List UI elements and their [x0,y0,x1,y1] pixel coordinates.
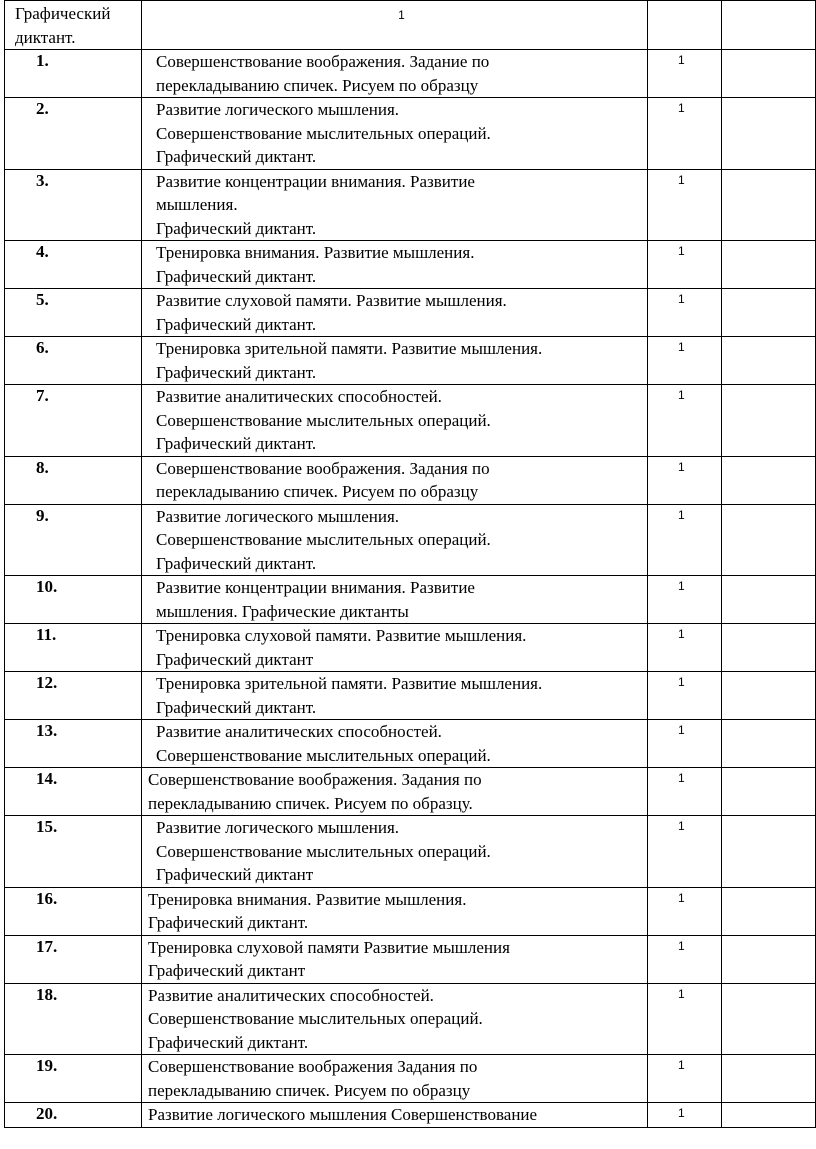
topic-line: Тренировка внимания. Развитие мышления. [156,243,475,262]
row-number [5,241,142,289]
row-number [5,983,142,1055]
topic-line: Графический диктант [148,961,306,980]
topic-line: Графический диктант. [156,218,317,238]
header-row [5,1,816,50]
topic-line: Развитие логического мышления Совершенствование [148,1105,538,1124]
row-notes [722,241,816,289]
row-number [5,576,142,624]
table-row [5,1055,816,1103]
row-hours: 1 [648,337,722,385]
row-topic [142,887,648,935]
row-number-text: 10. [36,577,58,596]
row-hours: 1 [648,169,722,241]
topic-line: Тренировка слуховой памяти. Развитие мышления. [156,626,527,645]
table-row [5,720,816,768]
row-number-text: 4. [36,242,49,261]
row-hours: 1 [648,983,722,1055]
row-hours: 1 [648,504,722,576]
table-row [5,887,816,935]
row-topic [142,385,648,457]
topic-line: перекладыванию спичек. Рисуем по образцу [148,1080,471,1100]
row-number [5,98,142,170]
row-hours: 1 [648,624,722,672]
row-number [5,816,142,888]
topic-line: Развитие слуховой памяти. Развитие мышления. [156,291,507,310]
table-row [5,935,816,983]
topic-line: мышления. [156,195,238,214]
topic-line: Развитие концентрации внимания. Развитие [156,578,475,597]
topic-line: Совершенствование воображения. Задание по [156,52,490,71]
row-number [5,768,142,816]
table-row [5,241,816,289]
topic-line: Графический диктант. [156,314,317,334]
row-number [5,935,142,983]
row-number [5,50,142,98]
row-notes [722,720,816,768]
row-number [5,504,142,576]
topic-line: перекладыванию спичек. Рисуем по образцу [156,482,479,501]
row-notes [722,50,816,98]
topic-line: Развитие логического мышления. [156,100,400,119]
row-hours: 1 [648,816,722,888]
row-number-text: 17. [36,936,58,956]
row-number [5,456,142,504]
row-notes [722,935,816,983]
table-row [5,816,816,888]
topic-line: Тренировка зрительной памяти. Развитие мышления. [156,339,543,358]
table-row [5,337,816,385]
table-row [5,768,816,816]
topic-line: Графический диктант. [156,362,317,382]
row-notes [722,1055,816,1103]
row-number [5,337,142,385]
row-hours: 1 [648,935,722,983]
table-row [5,169,816,241]
row-hours: 1 [648,241,722,289]
row-topic [142,1055,648,1103]
row-hours: 1 [648,672,722,720]
topic-line: Графический диктант. [156,553,317,573]
header-cell-count: 1 [142,1,648,50]
topic-line: Совершенствование мыслительных операций. [156,530,491,549]
row-notes [722,98,816,170]
row-hours: 1 [648,289,722,337]
row-notes [722,385,816,457]
topic-line: Развитие логического мышления. [156,818,400,837]
topic-line: Совершенствование мыслительных операций. [156,123,491,143]
topic-line: Совершенствование мыслительных операций. [156,745,491,765]
table-row [5,385,816,457]
topic-line: Тренировка зрительной памяти. Развитие мышления. [156,674,543,693]
row-hours: 1 [648,385,722,457]
row-hours: 1 [648,1055,722,1103]
row-number-text: 16. [36,888,58,908]
row-hours: 1 [648,576,722,624]
row-notes [722,768,816,816]
row-number-text: 2. [36,99,49,118]
table-row [5,1103,816,1128]
row-number-text: 7. [36,386,49,405]
topic-line: Графический диктант. [148,913,309,932]
row-topic [142,624,648,672]
topic-line: мышления. Графические диктанты [156,601,409,621]
row-number [5,1103,142,1128]
topic-line: Развитие аналитических способностей. [148,985,434,1005]
row-hours: 1 [648,1103,722,1128]
row-number-text: 13. [36,721,58,740]
row-number-text: 20. [36,1104,58,1123]
topic-line: Совершенствование мыслительных операций. [148,1009,483,1028]
table-row [5,504,816,576]
table-row [5,983,816,1055]
row-hours: 1 [648,768,722,816]
topic-line: Графический диктант. [156,697,317,717]
row-number-text: 12. [36,673,58,692]
row-topic [142,720,648,768]
topic-line: Развитие логического мышления. [156,506,400,526]
row-notes [722,672,816,720]
row-number [5,289,142,337]
row-topic [142,768,648,816]
row-topic [142,456,648,504]
row-notes [722,504,816,576]
row-number-text: 18. [36,984,58,1004]
row-topic [142,289,648,337]
row-number [5,385,142,457]
row-number-text: 3. [36,170,49,190]
topic-line: Развитие аналитических способностей. [156,722,442,741]
table-row [5,50,816,98]
row-topic [142,504,648,576]
row-number [5,720,142,768]
row-number-text: 1. [36,51,49,70]
row-topic [142,672,648,720]
row-notes [722,456,816,504]
row-topic [142,1103,648,1128]
topic-line: Совершенствование воображения Задания по [148,1057,478,1076]
row-number-text: 8. [36,457,49,477]
topic-line: Совершенствование воображения. Задания по [156,458,490,478]
topic-line: Тренировка внимания. Развитие мышления. [148,889,467,909]
row-notes [722,624,816,672]
row-number-text: 14. [36,769,58,788]
row-topic [142,98,648,170]
row-hours: 1 [648,98,722,170]
row-topic [142,169,648,241]
row-hours: 1 [648,887,722,935]
row-topic [142,337,648,385]
row-number [5,1055,142,1103]
row-number-text: 11. [36,625,57,644]
row-number-text: 6. [36,338,49,357]
topic-line: Совершенствование мыслительных операций. [156,841,491,861]
header-cell-topic: Графический диктант. [5,1,142,50]
topic-line: Развитие аналитических способностей. [156,387,442,406]
row-number-text: 15. [36,817,58,836]
topic-line: перекладыванию спичек. Рисуем по образцу [156,75,479,95]
table-row [5,576,816,624]
row-topic [142,816,648,888]
topic-line: Графический диктант [156,865,314,884]
row-topic [142,983,648,1055]
row-notes [722,816,816,888]
table-row [5,672,816,720]
row-notes [722,1103,816,1128]
row-hours: 1 [648,720,722,768]
table-row [5,289,816,337]
row-notes [722,289,816,337]
row-topic [142,241,648,289]
topic-line: Графический диктант [156,649,314,669]
topic-line: Тренировка слуховой памяти Развитие мышления [148,937,510,957]
table-row [5,624,816,672]
table-row [5,456,816,504]
row-notes [722,169,816,241]
header-cell-hours [648,1,722,50]
row-number [5,169,142,241]
row-notes [722,983,816,1055]
row-notes [722,887,816,935]
row-number [5,672,142,720]
row-topic [142,576,648,624]
topic-line: Совершенствование воображения. Задания по [148,770,482,789]
header-cell-notes [722,1,816,50]
lesson-plan-table [4,0,816,1128]
row-topic [142,935,648,983]
row-number-text: 19. [36,1056,58,1075]
row-number [5,887,142,935]
row-topic [142,50,648,98]
row-number [5,624,142,672]
row-number-text: 9. [36,505,49,525]
row-hours: 1 [648,456,722,504]
topic-line: Графический диктант. [156,147,317,166]
topic-line: Совершенствование мыслительных операций. [156,410,491,430]
row-notes [722,337,816,385]
topic-line: Развитие концентрации внимания. Развитие [156,171,475,191]
row-hours: 1 [648,50,722,98]
row-notes [722,576,816,624]
topic-line: Графический диктант. [156,266,317,286]
topic-line: Графический диктант. [156,434,317,453]
row-number-text: 5. [36,290,49,309]
topic-line: Графический диктант. [148,1032,309,1052]
topic-line: перекладыванию спичек. Рисуем по образцу. [148,793,473,813]
table-row [5,98,816,170]
